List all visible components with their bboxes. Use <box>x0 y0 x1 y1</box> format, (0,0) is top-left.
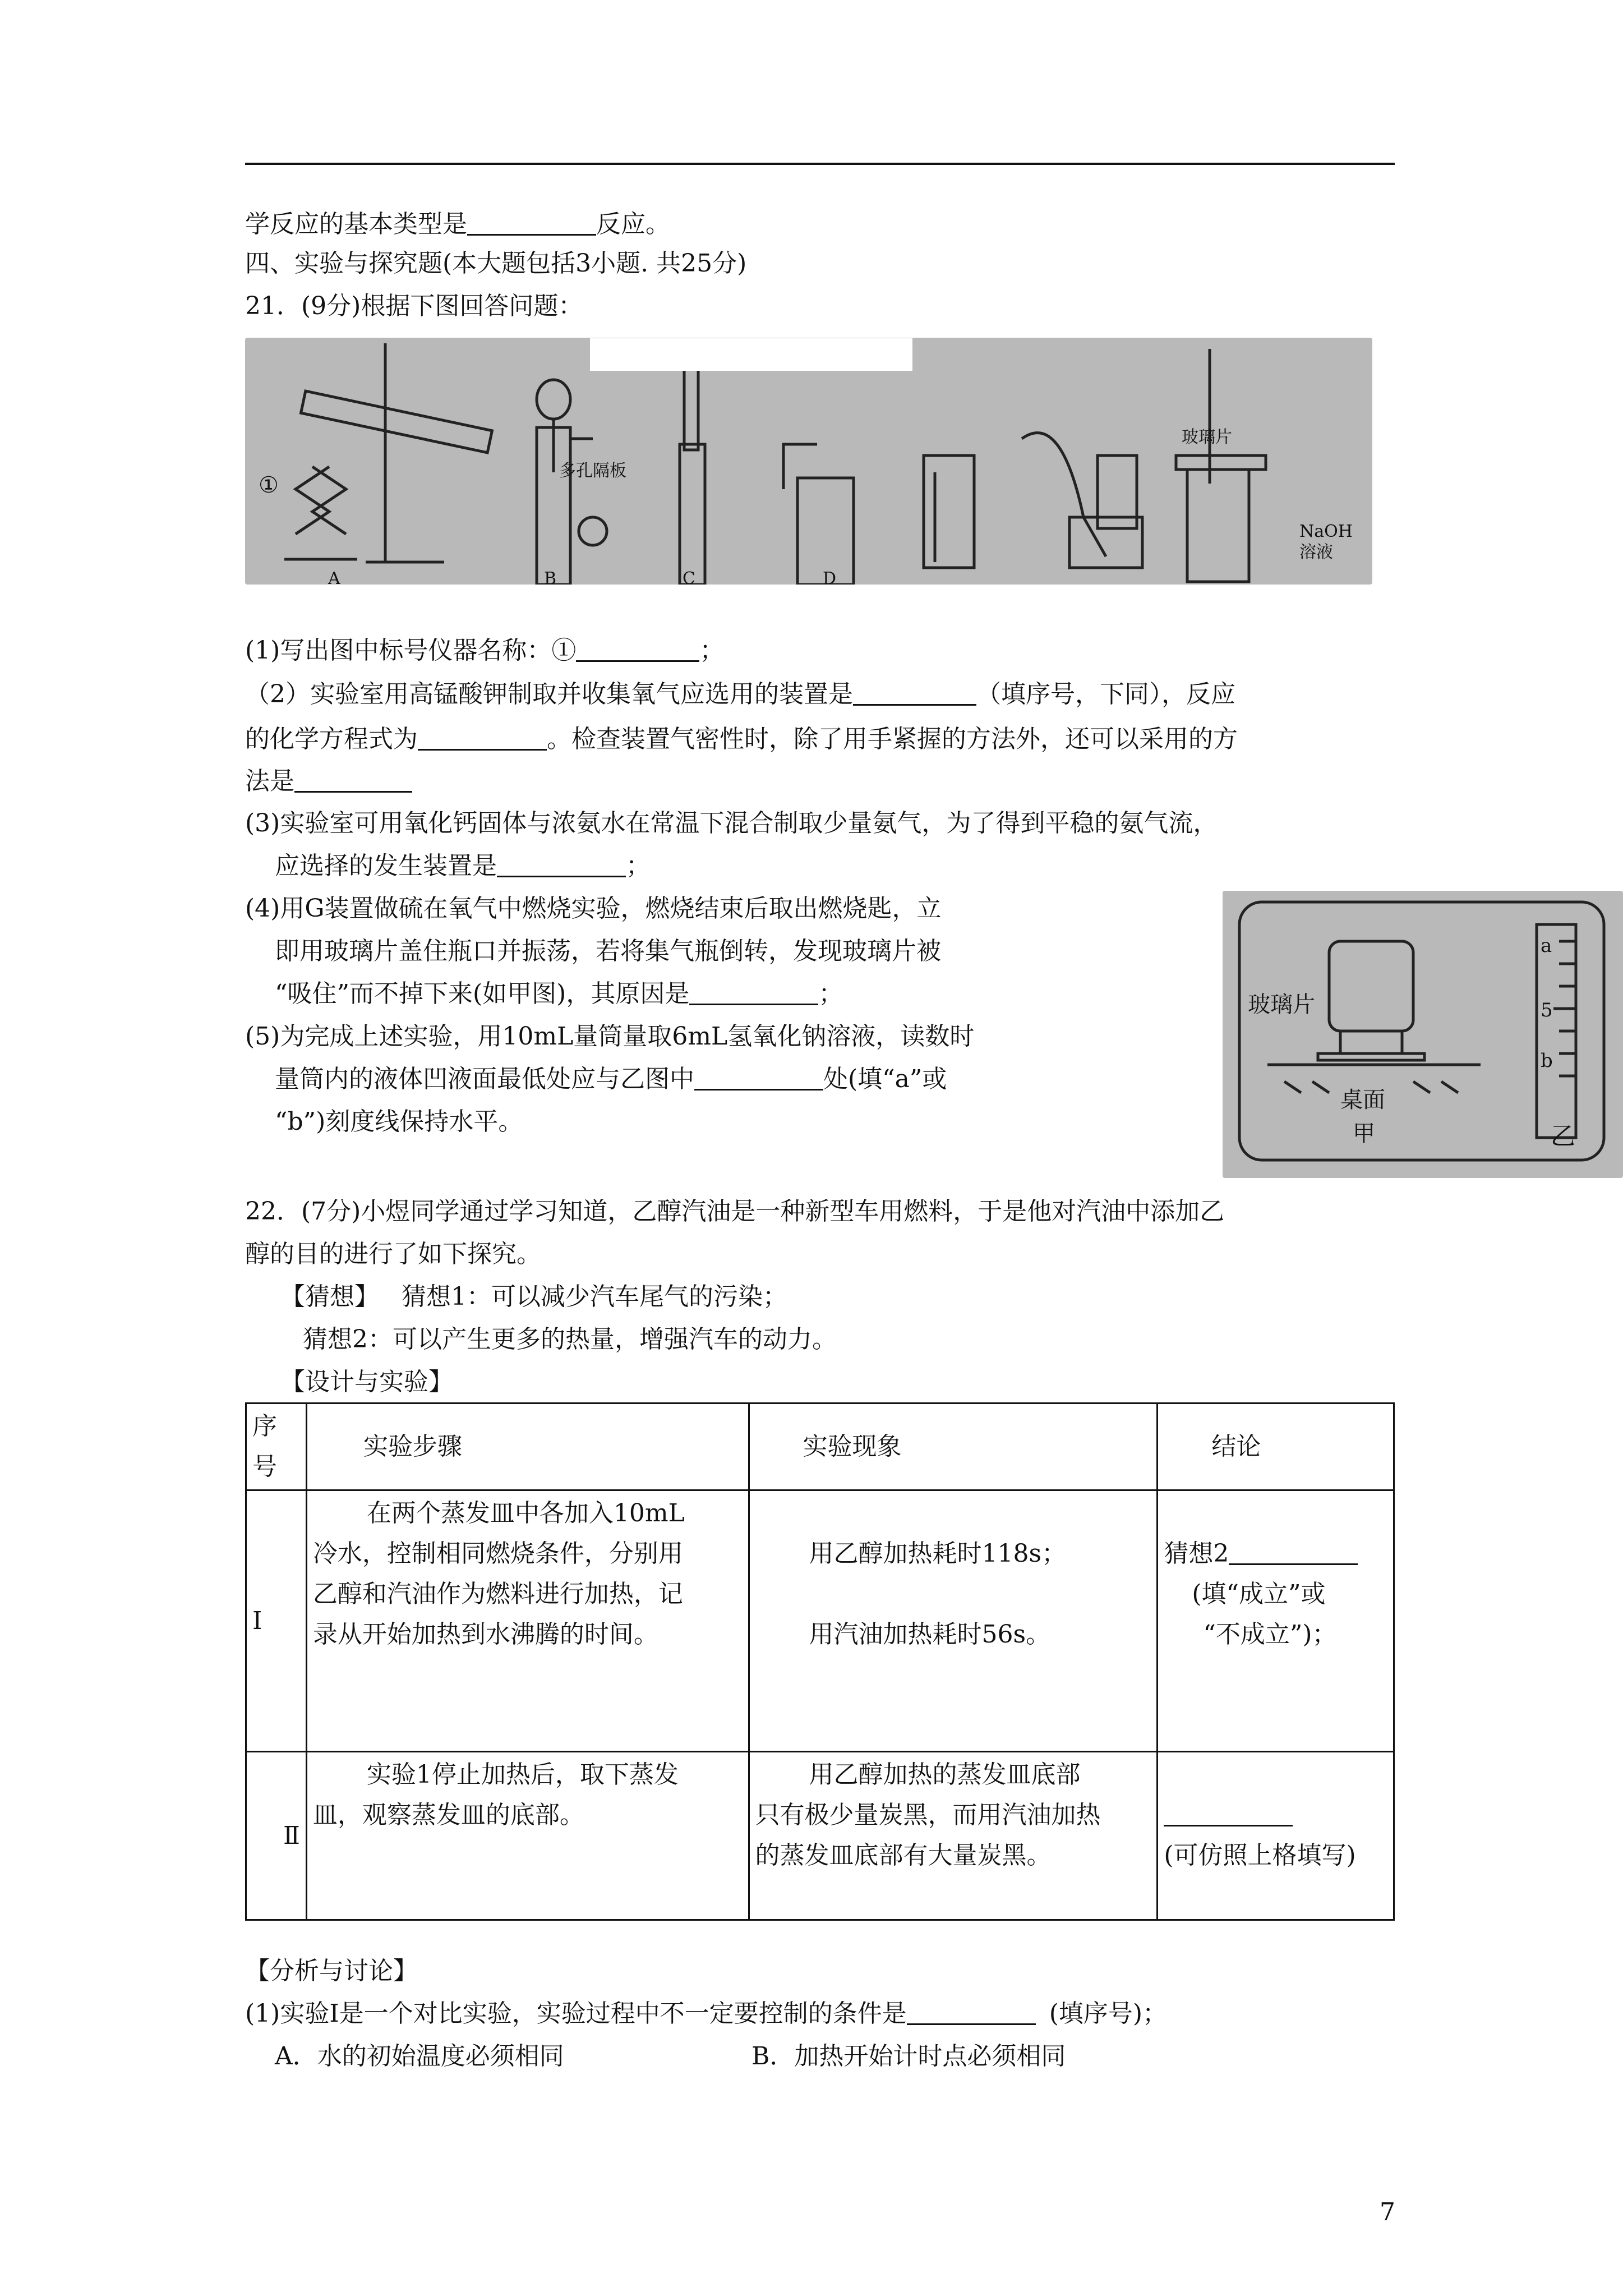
steps-cell <box>306 1752 749 1920</box>
q21-part2-end <box>245 766 412 797</box>
guess-1: 猜想1：可以减少汽车尾气的污染； <box>402 1282 787 1311</box>
label-D: D <box>823 569 837 585</box>
option-B: B．加热开始计时点必须相同 <box>751 2042 1066 2070</box>
phen-line: 用汽油加热耗时56s。 <box>809 1620 1051 1649</box>
q21-part5: (5)为完成上述实验，用10mL量筒量取6mL氢氧化钠溶液，读数时 <box>245 1022 975 1051</box>
phenomenon-cell <box>749 1490 1158 1752</box>
inset-yi-label: 乙 <box>1551 1122 1575 1151</box>
question-22: 22．(7分)小煜同学通过学习知道，乙醇汽油是一种新型车用燃料，于是他对汽油中添加乙 <box>245 1197 1225 1226</box>
row-number <box>246 1490 307 1752</box>
concl-line <box>1164 1534 1387 1574</box>
guess-heading: 【猜想】 <box>280 1282 379 1311</box>
phen-line: 的蒸发皿底部有大量炭黑。 <box>755 1841 1052 1870</box>
experiment-table <box>245 1402 1395 1921</box>
answer-blank[interactable] <box>689 979 818 1005</box>
q21-part2-cont <box>245 724 1238 755</box>
table-header-row <box>246 1404 1394 1490</box>
guess-line <box>280 1281 787 1313</box>
concl-text: 猜想2 <box>1164 1539 1229 1568</box>
section-heading: 四、实验与探究题(本大题包括3小题. 共25分) <box>245 249 747 278</box>
answer-blank[interactable] <box>576 636 699 662</box>
tick-b: b <box>1541 1050 1553 1072</box>
header-cell: 序号 <box>246 1404 307 1490</box>
page-number: 7 <box>1380 2198 1395 2226</box>
text: 。检查装置气密性时，除了用手紧握的方法外，还可以采用的方 <box>547 725 1238 753</box>
row-number-text: Ⅱ <box>283 1821 300 1850</box>
table-row <box>246 1490 1394 1752</box>
concl-line <box>1164 1755 1387 1795</box>
tick-5: 5 <box>1541 999 1553 1022</box>
conclusion-cell <box>1158 1752 1394 1920</box>
inset-figure <box>1223 891 1623 1178</box>
text-line <box>245 209 670 240</box>
q21-part4-c <box>275 978 843 1010</box>
q21-part3: (3)实验室可用氧化钙固体与浓氨水在常温下混合制取少量氨气，为了得到平稳的氨气流， <box>245 809 1218 838</box>
guess-2: 猜想2：可以产生更多的热量，增强汽车的动力。 <box>303 1325 837 1354</box>
label-A: A <box>328 569 340 585</box>
steps-cell <box>306 1490 749 1752</box>
q21-part4-b: 即用玻璃片盖住瓶口并振荡，若将集气瓶倒转，发现玻璃片被 <box>275 937 941 965</box>
q21-part2 <box>245 679 1235 710</box>
text: (1)写出图中标号仪器名称：① <box>245 636 577 665</box>
phen-line: 用乙醇加热的蒸发皿底部 <box>809 1760 1081 1789</box>
concl-line: “不成立”)； <box>1203 1620 1337 1649</box>
answer-blank[interactable] <box>467 209 596 236</box>
analysis-heading: 【分析与讨论】 <box>245 1957 418 1985</box>
option-A: A．水的初始温度必须相同 <box>275 2042 564 2070</box>
q21-part5-b <box>275 1064 947 1095</box>
concl-line: (可仿照上格填写) <box>1164 1841 1356 1870</box>
answer-blank[interactable] <box>294 766 412 793</box>
occlusion-box <box>590 338 912 371</box>
apparatus-figure <box>245 338 1372 585</box>
text: “吸住”而不掉下来(如甲图)，其原因是 <box>275 979 690 1008</box>
q21-part1 <box>245 635 724 666</box>
row-number <box>246 1752 307 1920</box>
step-line: 乙醇和汽油作为燃料进行加热，记 <box>312 1580 683 1608</box>
text: （填序号，下同），反应 <box>976 680 1235 708</box>
text: 的化学方程式为 <box>245 725 418 753</box>
naoh-label: NaOH <box>1299 522 1353 541</box>
step-line: 录从开始加热到水沸腾的时间。 <box>312 1620 658 1649</box>
text: （2）实验室用高锰酸钾制取并收集氧气应选用的装置是 <box>245 680 853 708</box>
step-line: 实验1停止加热后，取下蒸发 <box>366 1760 679 1789</box>
porous-label: 多孔隔板 <box>559 461 626 481</box>
text: (填序号)； <box>1049 1999 1168 2028</box>
answer-blank[interactable] <box>694 1064 823 1091</box>
text: 法是 <box>245 767 294 795</box>
q21-part5-c: “b”)刻度线保持水平。 <box>275 1107 523 1136</box>
inset-jia-label: 甲 <box>1353 1121 1375 1147</box>
text: ； <box>818 979 843 1008</box>
text: 应选择的发生装置是 <box>275 852 497 880</box>
answer-blank[interactable] <box>497 851 626 877</box>
text: ； <box>699 636 725 665</box>
table-row <box>246 1752 1394 1920</box>
text: 处(填“a”或 <box>823 1065 947 1093</box>
concl-line: (填“成立”或 <box>1192 1580 1326 1608</box>
header-cell: 实验现象 <box>749 1404 1158 1490</box>
answer-blank[interactable] <box>907 1999 1036 2025</box>
phen-line: 只有极少量炭黑，而用汽油加热 <box>755 1801 1101 1829</box>
naoh-label-2: 溶液 <box>1299 542 1333 562</box>
header-cell: 实验步骤 <box>306 1404 749 1490</box>
phen-line <box>755 1574 1151 1614</box>
label-B: B <box>544 569 557 585</box>
header-cell: 结论 <box>1158 1404 1394 1490</box>
step-line: 皿，观察蒸发皿的底部。 <box>312 1801 584 1829</box>
design-heading: 【设计与实验】 <box>280 1368 453 1396</box>
question-21: 21．(9分)根据下图回答问题： <box>245 292 583 320</box>
glass-label: 玻璃片 <box>1182 427 1232 447</box>
answer-blank[interactable] <box>1229 1539 1358 1565</box>
phenomenon-cell <box>749 1752 1158 1920</box>
analysis-q1 <box>245 1998 1167 2030</box>
circle-label: ① <box>259 472 279 498</box>
text: 量筒内的液体凹液面最低处应与乙图中 <box>275 1065 694 1093</box>
answer-blank[interactable] <box>418 724 547 751</box>
step-line: 冷水，控制相同燃烧条件，分别用 <box>312 1539 683 1568</box>
text: 学反应的基本类型是 <box>245 210 467 238</box>
inset-desk-label: 桌面 <box>1340 1087 1385 1113</box>
q21-part3-cont <box>275 850 651 882</box>
tick-a: a <box>1541 935 1552 957</box>
conclusion-cell <box>1158 1490 1394 1752</box>
text: 反应。 <box>596 210 670 238</box>
q21-part4: (4)用G装置做硫在氧气中燃烧实验，燃烧结束后取出燃烧匙，立 <box>245 894 942 923</box>
inset-glass-label: 玻璃片 <box>1248 992 1315 1018</box>
concl-line <box>1164 1795 1387 1835</box>
text: ； <box>626 852 651 880</box>
answer-blank[interactable] <box>853 679 976 706</box>
question-22-cont: 醇的目的进行了如下探究。 <box>245 1240 541 1268</box>
text: (1)实验Ⅰ是一个对比实验，实验过程中不一定要控制的条件是 <box>245 1999 907 2028</box>
row-number-text: I <box>252 1606 262 1635</box>
apparatus-drawing <box>245 338 1372 585</box>
answer-blank[interactable] <box>1164 1800 1293 1826</box>
header-rule <box>245 163 1395 165</box>
phen-line: 用乙醇加热耗时118s； <box>809 1539 1067 1568</box>
label-C: C <box>683 569 695 585</box>
step-line: 在两个蒸发皿中各加入10mL <box>366 1499 685 1527</box>
